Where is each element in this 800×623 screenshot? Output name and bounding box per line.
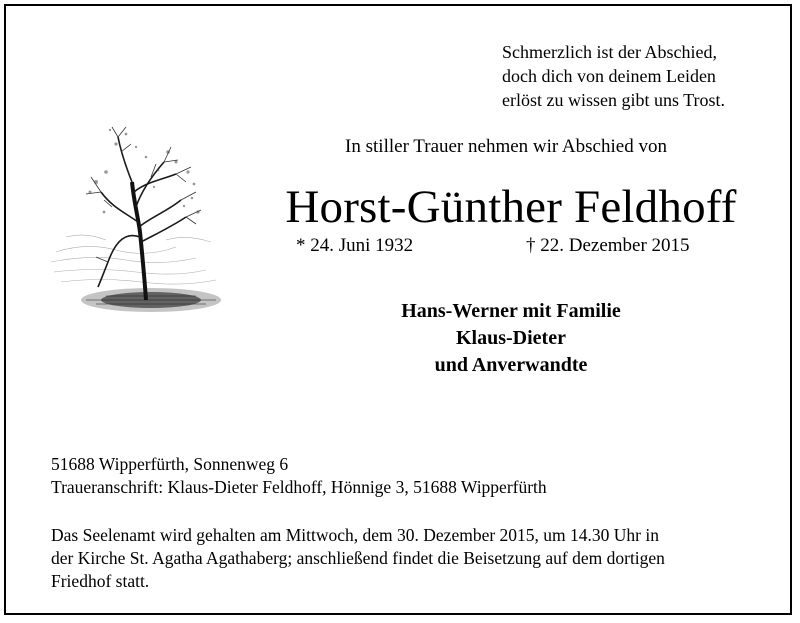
service-line: Friedhof statt.: [51, 571, 150, 591]
mourning-address: Traueranschrift: Klaus-Dieter Feldhoff, Hönnige 3, 51688 Wipperfürth: [51, 477, 547, 497]
quote-line: Schmerzlich ist der Abschied,: [502, 42, 717, 62]
birth-date: * 24. Juni 1932: [296, 235, 414, 256]
intro-text: In stiller Trauer nehmen wir Abschied von: [345, 136, 667, 157]
mourner-line: und Anverwandte: [434, 354, 588, 376]
mourner-line: Hans-Werner mit Familie: [401, 300, 621, 322]
deceased-name: Horst-Günther Feldhoff: [285, 181, 737, 233]
address-block: [51, 453, 547, 499]
home-address: 51688 Wipperfürth, Sonnenweg 6: [51, 454, 289, 474]
service-line: der Kirche St. Agatha Agathaberg; anschließend findet die Beisetzung auf dem dortigen: [51, 548, 665, 568]
obituary-frame: [4, 4, 792, 615]
quote-line: erlöst zu wissen gibt uns Trost.: [502, 90, 726, 110]
quote-line: doch dich von deinem Leiden: [502, 66, 716, 86]
service-info: [51, 524, 771, 593]
service-line: Das Seelenamt wird gehalten am Mittwoch, dem 30. Dezember 2015, um 14.30 Uhr in: [51, 525, 659, 545]
mourner-line: Klaus-Dieter: [456, 327, 566, 349]
tree-illustration-icon: [46, 122, 230, 322]
mourners-list: [306, 298, 716, 379]
condolence-quote: [502, 40, 725, 112]
death-date: † 22. Dezember 2015: [526, 235, 690, 256]
